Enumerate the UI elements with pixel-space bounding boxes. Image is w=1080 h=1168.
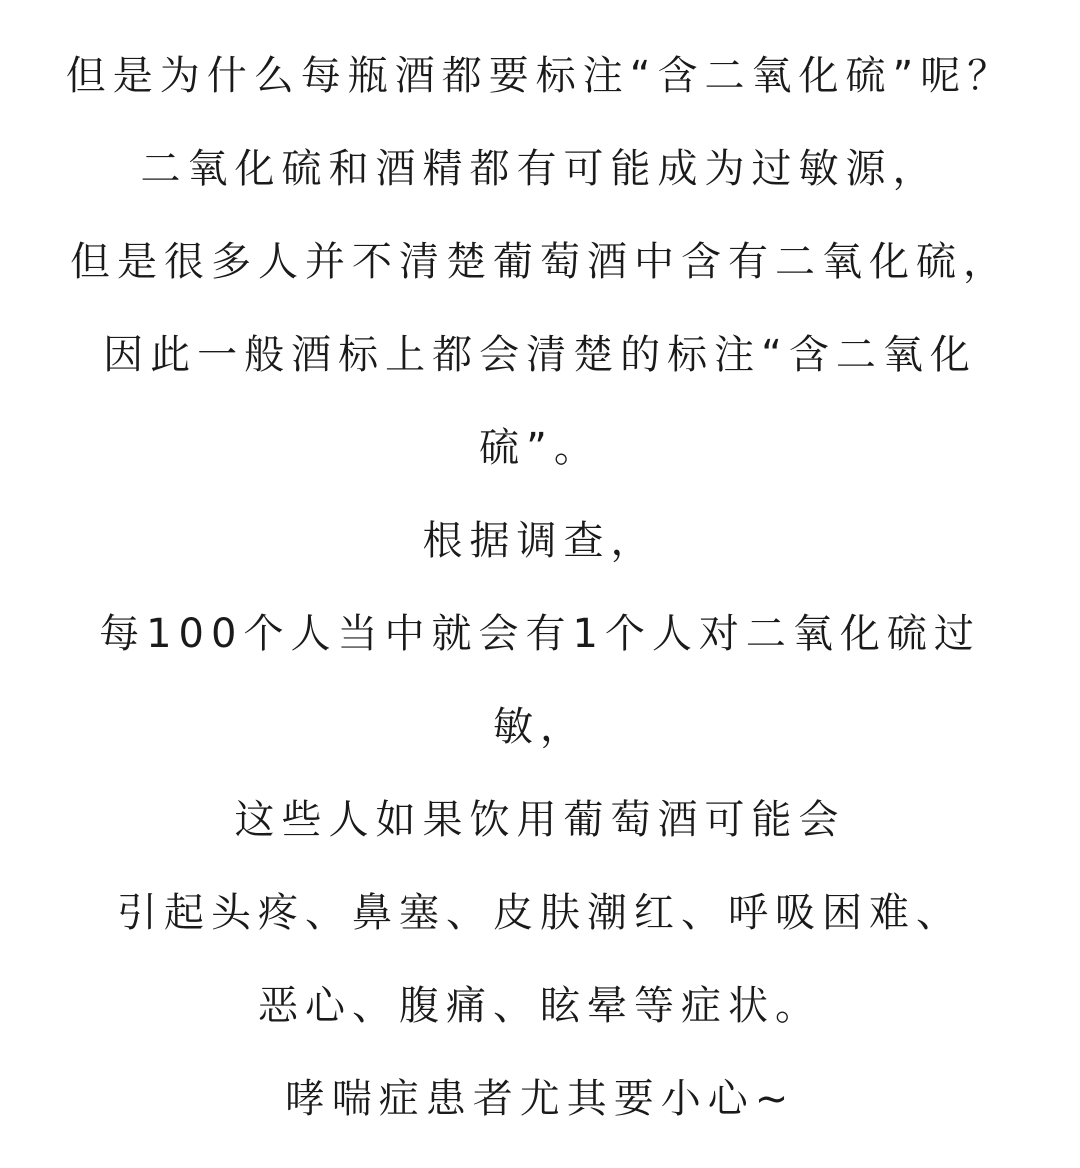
text-line-1: 但是为什么每瓶酒都要标注“含二氧化硫”呢？	[65, 53, 1015, 99]
text-line-7: 每100个人当中就会有1个人对二氧化硫过	[99, 611, 981, 657]
text-line-5: 硫”。	[479, 425, 601, 471]
text-line-10: 引起头疼、鼻塞、皮肤潮红、呼吸困难、	[117, 890, 963, 936]
text-line-4: 因此一般酒标上都会清楚的标注“含二氧化	[103, 332, 977, 378]
text-line-12: 哮喘症患者尤其要小心~	[284, 1076, 796, 1122]
article-body	[40, 30, 1040, 1150]
text-line-2: 二氧化硫和酒精都有可能成为过敏源，	[140, 146, 940, 192]
text-line-6: 根据调查，	[422, 518, 658, 564]
text-line-11: 恶心、腹痛、眩晕等症状。	[258, 983, 822, 1029]
text-line-8: 敏，	[493, 704, 587, 750]
text-line-9: 这些人如果饮用葡萄酒可能会	[234, 797, 846, 843]
text-line-3: 但是很多人并不清楚葡萄酒中含有二氧化硫，	[70, 239, 1010, 285]
